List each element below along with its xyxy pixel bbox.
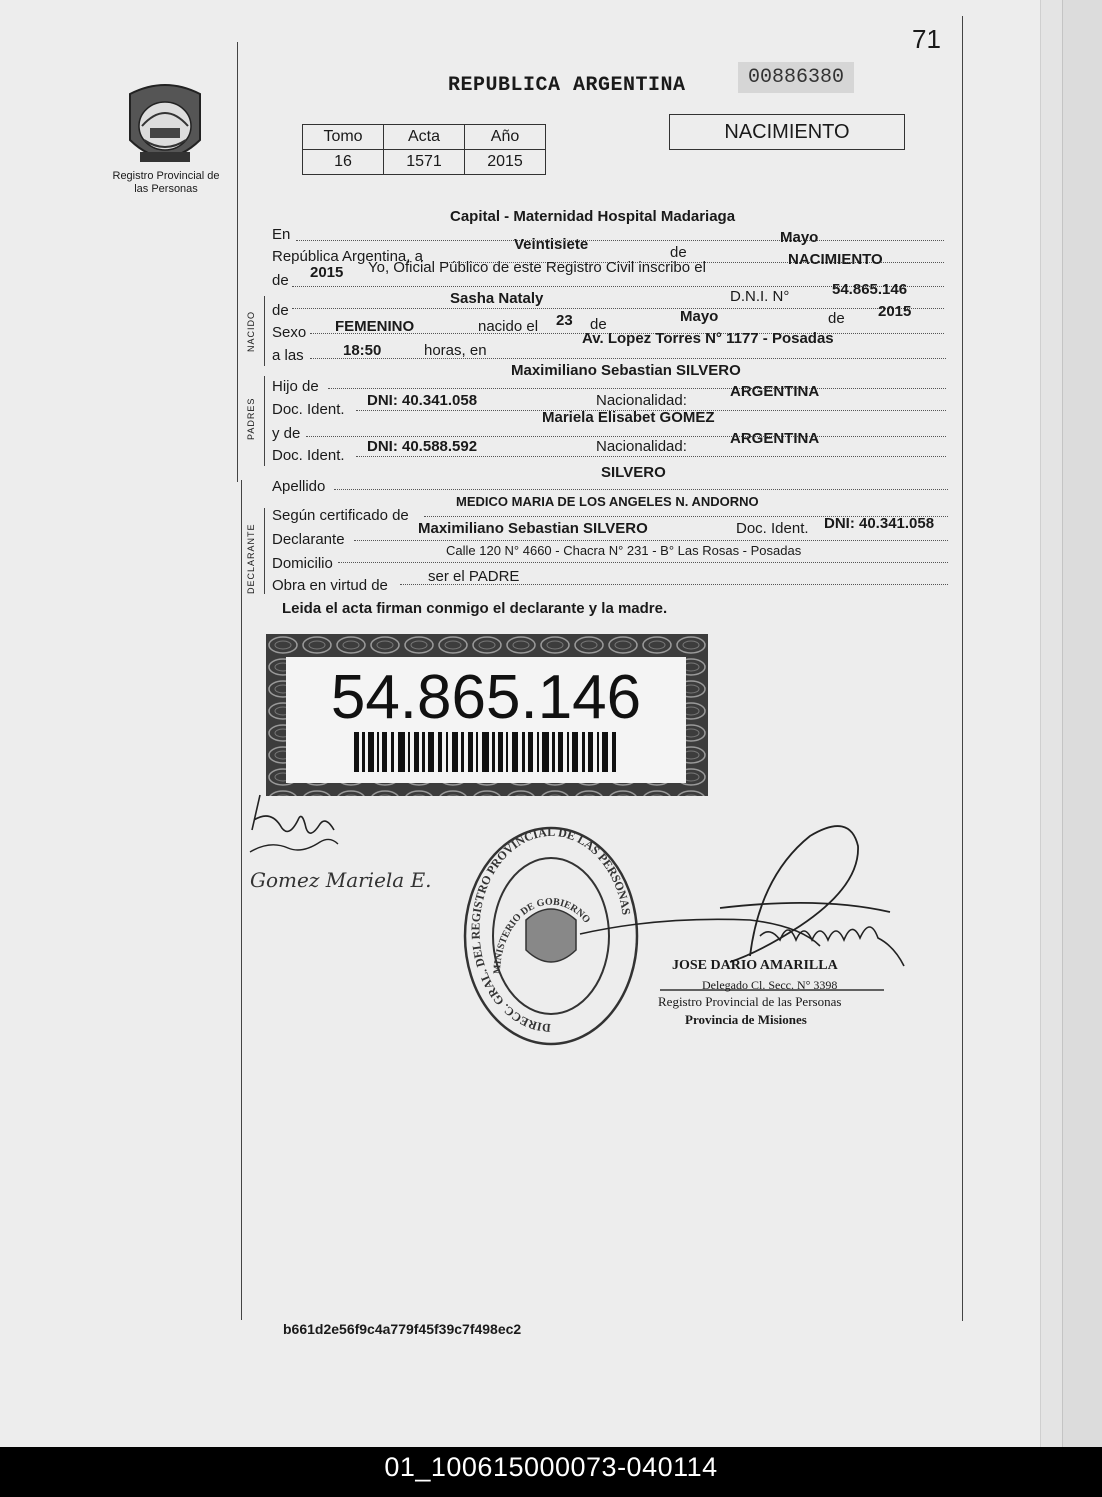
cert-value: MEDICO MARIA DE LOS ANGELES N. ANDORNO <box>456 494 759 509</box>
domicilio-value: Calle 120 N° 4660 - Chacra N° 231 - B° Las Rosas - Posadas <box>446 543 802 558</box>
mother-handwritten-signature: Gomez Mariela E. <box>250 868 432 892</box>
registry-name: Registro Provincial de las Personas <box>112 170 220 195</box>
child-dni: 54.865.146 <box>832 281 908 298</box>
serial-number: 00886380 <box>738 62 854 93</box>
father-nac-label: Nacionalidad: <box>596 392 687 409</box>
dotted-line <box>354 540 948 541</box>
mother-nationality: ARGENTINA <box>730 430 820 447</box>
section-padres: PADRES <box>246 397 256 440</box>
page-number: 71 <box>912 24 941 54</box>
closing-statement: Leida el acta firman conmigo el declarante y la madre. <box>282 600 668 617</box>
hijo-de-label: Hijo de <box>272 378 319 395</box>
birth-place: Capital - Maternidad Hospital Madariaga <box>450 208 736 225</box>
de-label: de <box>272 302 289 319</box>
dotted-line <box>306 436 946 437</box>
declarante-name: Maximiliano Sebastian SILVERO <box>418 520 648 537</box>
inscription-type: NACIMIENTO <box>788 251 883 268</box>
value-acta: 1571 <box>384 150 465 175</box>
birth-month: Mayo <box>680 308 719 325</box>
obra-value: ser el PADRE <box>428 568 520 585</box>
father-name: Maximiliano Sebastian SILVERO <box>511 362 741 379</box>
mother-doc: DNI: 40.588.592 <box>367 438 478 455</box>
dotted-line <box>334 489 948 490</box>
dotted-line <box>356 456 946 457</box>
cert-label: Según certificado de <box>272 507 409 524</box>
sexo-label: Sexo <box>272 324 307 341</box>
a-las-label: a las <box>272 347 304 364</box>
header-tomo: Tomo <box>303 125 384 150</box>
domicilio-label: Domicilio <box>272 555 333 572</box>
official-name: JOSE DARIO AMARILLA <box>672 958 838 973</box>
birth-address: Av. Lopez Torres N° 1177 - Posadas <box>582 330 834 347</box>
declarant-signature <box>240 790 460 910</box>
declarante-label: Declarante <box>272 531 345 548</box>
value-ano: 2015 <box>465 150 546 175</box>
header-ano: Año <box>465 125 546 150</box>
section-nacido: NACIDO <box>246 310 256 352</box>
de1: de <box>590 316 607 333</box>
year: 2015 <box>310 264 344 281</box>
declarante-doc-label: Doc. Ident. <box>736 520 809 537</box>
mother-nac-label: Nacionalidad: <box>596 438 687 455</box>
dotted-line <box>338 562 948 563</box>
sexo: FEMENINO <box>335 318 415 335</box>
official-title: Delegado Cl. Secc. N° 3398 <box>702 978 838 992</box>
page-edge <box>1040 0 1063 1447</box>
official-registry: Registro Provincial de las Personas <box>658 994 842 1009</box>
mother-name: Mariela Elisabet GOMEZ <box>542 409 715 426</box>
officer-text: Yo, Oficial Público de este Registro Civil inscribo el <box>368 259 706 276</box>
apellido-value: SILVERO <box>601 464 666 481</box>
father-doc-label: Doc. Ident. <box>272 401 345 418</box>
en-label: En <box>272 226 291 243</box>
record-type-box: NACIMIENTO <box>669 114 905 150</box>
document-hash: b661d2e56f9c4a779f45f39c7f498ec2 <box>283 1321 522 1337</box>
section-rule <box>264 376 265 466</box>
dotted-line <box>296 240 944 241</box>
section-rule <box>264 296 265 366</box>
father-nationality: ARGENTINA <box>730 383 820 400</box>
dni-label-number: 54.865.146 <box>330 663 642 732</box>
margin-line-right <box>962 16 963 1321</box>
birth-time: 18:50 <box>343 342 382 359</box>
section-declarante: DECLARANTE <box>246 523 256 594</box>
horas-label: horas, en <box>424 342 487 359</box>
barcode <box>354 732 618 772</box>
de-label: de <box>670 244 687 261</box>
footer-id: 01_100615000073-040114 <box>384 1452 718 1482</box>
apellido-label: Apellido <box>272 478 326 495</box>
margin-line <box>237 42 238 482</box>
section-rule <box>264 508 265 594</box>
birth-day: 23 <box>556 312 573 329</box>
nacido-el-label: nacido el <box>478 318 539 335</box>
country-label: República Argentina, a <box>272 248 423 265</box>
header-acta: Acta <box>384 125 465 150</box>
country-title: REPUBLICA ARGENTINA <box>448 74 686 97</box>
month: Mayo <box>780 229 819 246</box>
provincial-seal-logo <box>122 80 208 170</box>
dni-label: D.N.I. N° <box>730 288 790 305</box>
dotted-line <box>328 388 946 389</box>
dotted-line <box>310 358 946 359</box>
stamp-ring-text: DIRECC. GRAL. DEL REGISTRO PROVINCIAL DE LAS PERSONAS <box>468 824 634 1036</box>
official-province: Provincia de Misiones <box>685 1012 807 1027</box>
obra-label: Obra en virtud de <box>272 577 388 594</box>
birth-year: 2015 <box>878 303 912 320</box>
stamp-inner-text: MINISTERIO DE GOBIERNO <box>491 896 593 975</box>
child-name: Sasha Nataly <box>450 290 544 307</box>
record-table <box>302 124 546 175</box>
y-de-label: y de <box>272 425 301 442</box>
value-tomo: 16 <box>303 150 384 175</box>
page-edge-outer <box>1062 0 1102 1447</box>
declarante-doc: DNI: 40.341.058 <box>824 515 935 532</box>
father-doc: DNI: 40.341.058 <box>367 392 478 409</box>
dotted-line <box>292 308 944 309</box>
mother-doc-label: Doc. Ident. <box>272 447 345 464</box>
year-prefix: de <box>272 272 289 289</box>
day-words: Veintisiete <box>514 236 589 253</box>
de2: de <box>828 310 845 327</box>
